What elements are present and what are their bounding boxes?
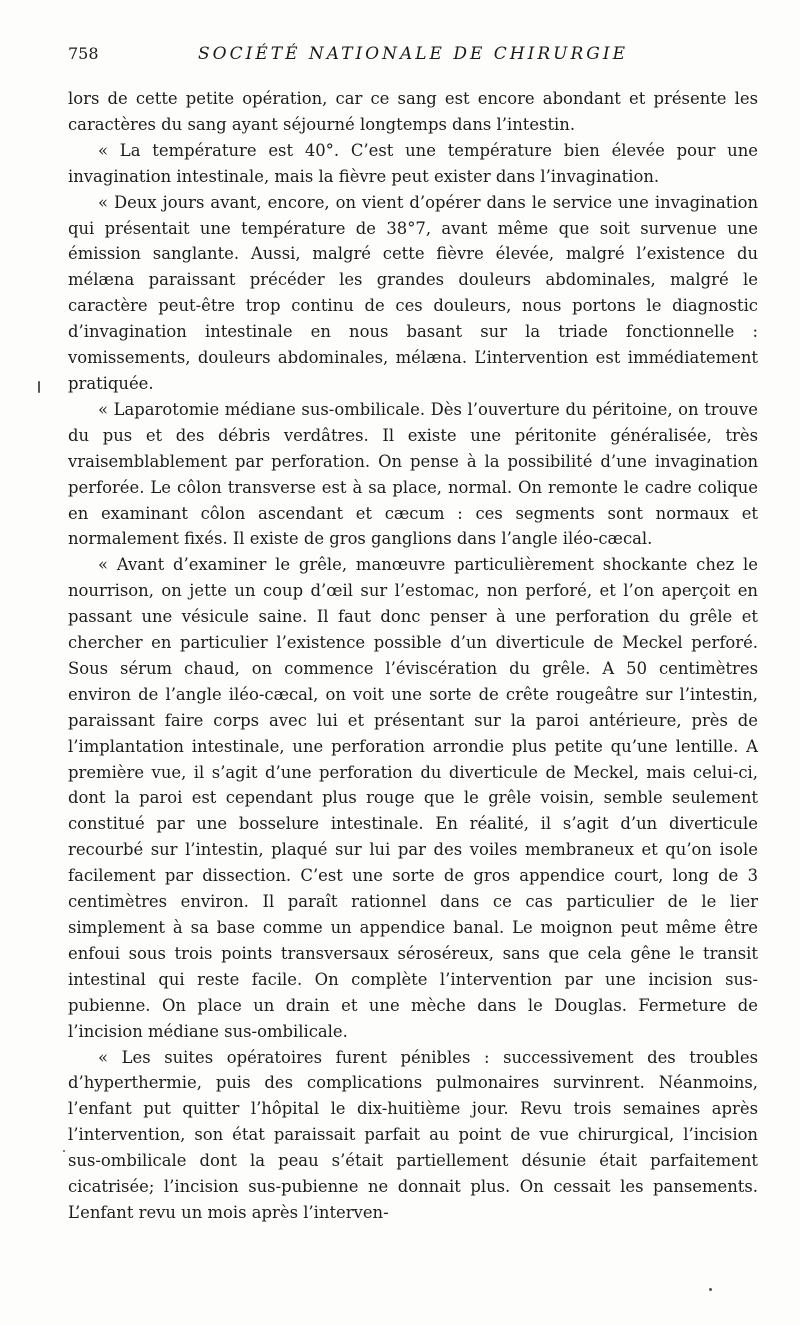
paragraph-laparotomy: « Laparotomie médiane sus-ombilicale. Dès l’ouverture du péritoine, on trouve du pus et des débris verdâtres. Il existe une péritonite généralisée, très vraisemblablement par perforation. On pense à la possibilité d’une invagination perforée. Le côlon transverse est à sa place, normal. On remonte le cadre colique en examinant côlon ascendant et cæcum : ces segments sont normaux et normalement fixés. Il existe de gros ganglions dans l’angle iléo-cæcal. (68, 399, 758, 549)
paragraph-temperature: « La température est 40°. C’est une température bien élevée pour une invagination intestinale, mais la fièvre peut exister dans l’invagination. (68, 140, 758, 186)
body-text (68, 86, 758, 1226)
paragraph-postoperative: « Les suites opératoires furent pénibles : successivement des troubles d’hyperthermie, puis des complications pulmonaires survinrent. Néanmoins, l’enfant put quitter l’hôpital le dix-huitième jour. Revu trois semaines après l’intervention, son état paraissait parfait au point de vue chirurgical, l’incision sus-ombilicale dont la peau s’était partiellement désunie était parfaitement cicatrisée; l’incision sus-pubienne ne donnait plus. On cessait les pansements. L’enfant revu un mois après l’interven- (68, 1047, 758, 1222)
print-speck (709, 1288, 712, 1291)
print-speck (38, 381, 40, 393)
running-title: SOCIÉTÉ NATIONALE DE CHIRURGIE (198, 44, 628, 64)
page-number: 758 (68, 44, 99, 63)
paragraph-meckel-diverticulum: « Avant d’examiner le grêle, manœuvre particulièrement shockante chez le nourrison, on jette un coup d’œil sur l’estomac, non perforé, et l’on aperçoit en passant une vésicule saine. Il faut donc penser à une perforation du grêle et chercher en particulier l’existence possible d’un diverticule de Meckel perforé. Sous sérum chaud, on commence l’éviscération du grêle. A 50 centimètres environ de l’angle iléo-cæcal, on voit une sorte de crête rougeâtre sur l’intestin, paraissant faire corps avec lui et présentant sur la paroi antérieure, près de l’implantation intestinale, une perforation arrondie plus petite qu’une lentille. A première vue, il s’agit d’une perforation du diverticule de Meckel, mais celui-ci, dont la paroi est cependant plus rouge que le grêle voisin, semble seulement constitué par une bosselure intestinale. En réalité, il s’agit d’un diverticule recourbé sur l’intestin, plaqué sur lui par des voiles membraneux et qu’on isole facilement par dissection. C’est une sorte de gros appendice court, long de 3 centimètres environ. Il paraît rationnel dans ce cas particulier de le lier simplement à sa base comme un appendice banal. Le moignon peut même être enfoui sous trois points transversaux séroséreux, sans que cela gêne le transit intestinal qui reste facile. On complète l’intervention par une incision sus-pubienne. On place un drain et une mèche dans le Douglas. Fermeture de l’incision médiane sus-ombilicale. (68, 555, 758, 1041)
page-header (68, 44, 758, 68)
print-speck (63, 1150, 65, 1152)
paragraph-diagnosis: « Deux jours avant, encore, on vient d’opérer dans le service une invagination qui présentait une température de 38°7, avant même que soit survenue une émission sanglante. Aussi, malgré cette fièvre élevée, malgré l’existence du mélæna paraissant précéder les grandes douleurs abdominales, malgré le caractère peut-être trop continu de ces douleurs, nous portons le diagnostic d’invagination intestinale en nous basant sur la triade fonctionnelle : vomissements, douleurs abdominales, mélæna. L’intervention est immédiatement pratiquée. (68, 192, 758, 393)
paragraph-continuation: lors de cette petite opération, car ce sang est encore abondant et présente les caractères du sang ayant séjourné longtemps dans l’intestin. (68, 89, 758, 134)
